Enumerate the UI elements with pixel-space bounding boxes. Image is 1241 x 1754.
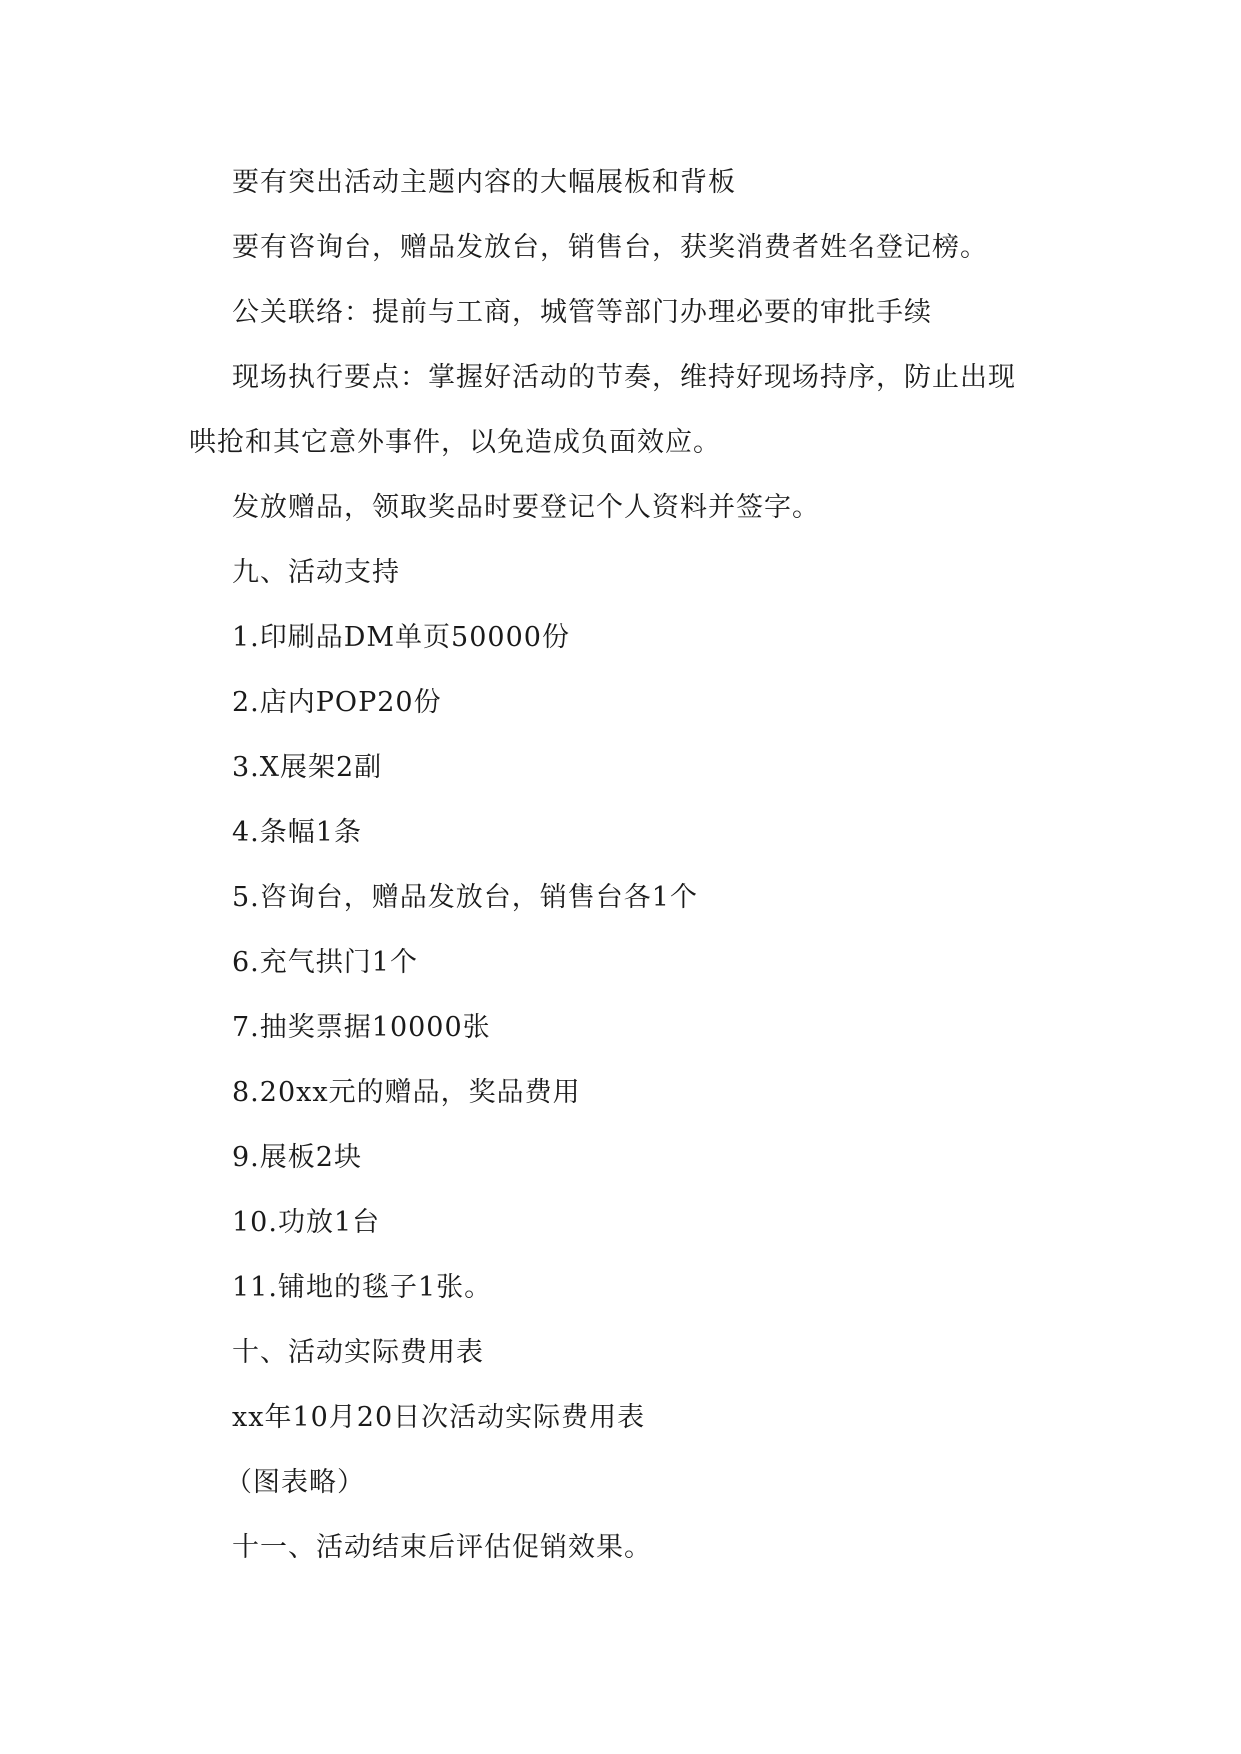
list-item: 1.印刷品DM单页50000份 [232, 622, 570, 653]
paragraph-chart-omitted: （图表略） [225, 1467, 365, 1498]
list-item: 7.抽奖票据10000张 [232, 1012, 491, 1043]
paragraph-onsite-execution-line2: 哄抢和其它意外事件，以免造成负面效应。 [189, 427, 721, 458]
section-heading-activity-support: 九、活动支持 [232, 557, 400, 588]
paragraph-cost-table-title: xx年10月20日次活动实际费用表 [232, 1402, 646, 1433]
paragraph-consult-desk: 要有咨询台，赠品发放台，销售台，获奖消费者姓名登记榜。 [232, 232, 988, 263]
paragraph-onsite-execution-line1: 现场执行要点：掌握好活动的节奏，维持好现场持序，防止出现 [232, 362, 1016, 393]
list-item: 10.功放1台 [232, 1207, 381, 1238]
list-item: 2.店内POP20份 [232, 687, 442, 718]
paragraph-display-board: 要有突出活动主题内容的大幅展板和背板 [232, 167, 736, 198]
list-item: 8.20xx元的赠品，奖品费用 [232, 1077, 581, 1108]
list-item: 3.X展架2副 [232, 752, 383, 783]
list-item: 9.展板2块 [232, 1142, 362, 1173]
section-heading-cost-table: 十、活动实际费用表 [232, 1337, 484, 1368]
paragraph-gift-registration: 发放赠品，领取奖品时要登记个人资料并签字。 [232, 492, 820, 523]
list-item: 6.充气拱门1个 [232, 947, 418, 978]
section-heading-evaluation: 十一、活动结束后评估促销效果。 [232, 1532, 652, 1563]
list-item: 4.条幅1条 [232, 817, 362, 848]
list-item: 11.铺地的毯子1张。 [232, 1272, 493, 1303]
list-item: 5.咨询台，赠品发放台，销售台各1个 [232, 882, 698, 913]
paragraph-public-relations: 公关联络：提前与工商，城管等部门办理必要的审批手续 [232, 297, 932, 328]
